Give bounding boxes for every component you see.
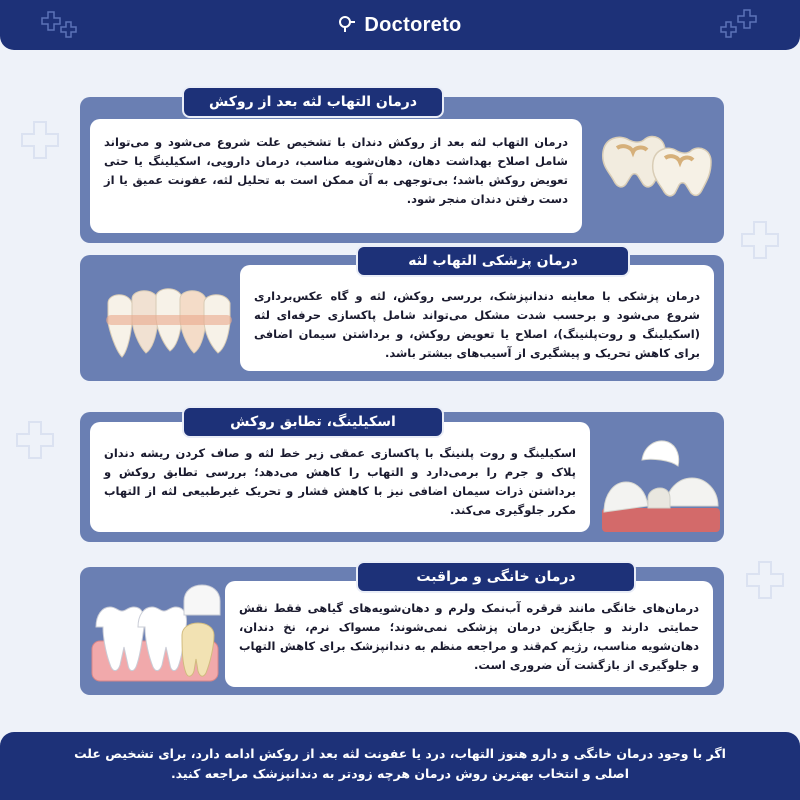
- brand-name: Doctoreto: [364, 13, 462, 36]
- dental-bridge-illustration-icon: [98, 281, 236, 361]
- section-title: اسکیلینگ، تطابق روکش: [230, 414, 396, 430]
- section-body: درمان التهاب لثه بعد از روکش دندان با تشخیص علت شروع می‌شود و می‌تواند شامل اصلاح بهداشت دهان، دهان‌شویه مناسب، درمان دارویی، اسکیلینگ یا حتی تعویض روکش باشد؛ بی‌توجهی به آن ممکن است به تحلیل لثه، عفونت عمیق یا از دست رفتن دندان منجر شود.: [104, 135, 568, 206]
- crown-fitting-illustration-icon: [600, 434, 722, 534]
- section-card-1: [80, 97, 724, 243]
- section-text-box: [240, 265, 714, 371]
- footer-bar: [0, 732, 800, 800]
- header-cross-icon: [40, 6, 80, 42]
- section-title: درمان خانگی و مراقبت: [416, 569, 576, 585]
- section-title-pill: [182, 86, 444, 118]
- background-cross-icon: [740, 220, 780, 260]
- section-title-pill: [356, 561, 636, 593]
- brand-logo[interactable]: [338, 14, 461, 37]
- section-title-pill: [182, 406, 444, 438]
- tooth-logo-icon: [338, 15, 358, 35]
- background-cross-icon: [15, 420, 55, 460]
- teeth-with-crown-illustration-icon: [88, 581, 228, 689]
- section-text-box: [90, 119, 582, 233]
- section-text-box: [225, 581, 713, 687]
- footer-text: اگر با وجود درمان خانگی و دارو هنوز التهاب، درد یا عفونت لثه بعد از روکش ادامه دارد، برای تشخیص علت اصلی و انتخاب بهترین روش درمان هرچه زودتر به دندانپزشک مراجعه کنید.: [74, 746, 726, 781]
- header-cross-icon: [718, 6, 758, 42]
- section-body: اسکیلینگ و روت پلنینگ با پاکسازی عمقی زیر خط لثه و صاف کردن ریشه دندان پلاک و جرم را برمی‌دارد و التهاب را کاهش می‌دهد؛ بررسی تطابق روکش و برداشتن ذرات سیمان اضافی نیز با کاهش فشار و تحریک غیرطبیعی لثه از التهاب مکرر جلوگیری می‌کند.: [104, 446, 576, 517]
- background-cross-icon: [745, 560, 785, 600]
- section-title-pill: [356, 245, 630, 277]
- header-bar: [0, 0, 800, 50]
- section-title: درمان التهاب لثه بعد از روکش: [208, 94, 418, 110]
- background-cross-icon: [20, 120, 60, 160]
- section-title: درمان پزشکی التهاب لثه: [408, 253, 578, 269]
- section-body: درمان پزشکی با معاینه دندانپزشک، بررسی روکش، لثه و گاه عکس‌برداری شروع می‌شود و برحسب شدت مشکل می‌تواند شامل پاکسازی حرفه‌ای لثه (اسکیلینگ و روت‌پلنینگ)، اصلاح یا تعویض روکش، و برداشتن سیمان اضافی برای کاهش تحریک و پیشگیری از آسیب‌های بیشتر باشد.: [254, 289, 700, 360]
- section-body: درمان‌های خانگی مانند قرقره آب‌نمک ولرم و دهان‌شویه‌های گیاهی فقط نقش حمایتی دارند و جایگزین درمان پزشکی نمی‌شوند؛ مسواک نرم، نخ دندان، دهان‌شویه مناسب، رژیم کم‌قند و مراجعه منظم به دندانپزشک برای کاهش التهاب و جلوگیری از بازگشت آن ضروری است.: [239, 601, 699, 672]
- dental-crowns-illustration-icon: [595, 122, 720, 212]
- section-text-box: [90, 422, 590, 532]
